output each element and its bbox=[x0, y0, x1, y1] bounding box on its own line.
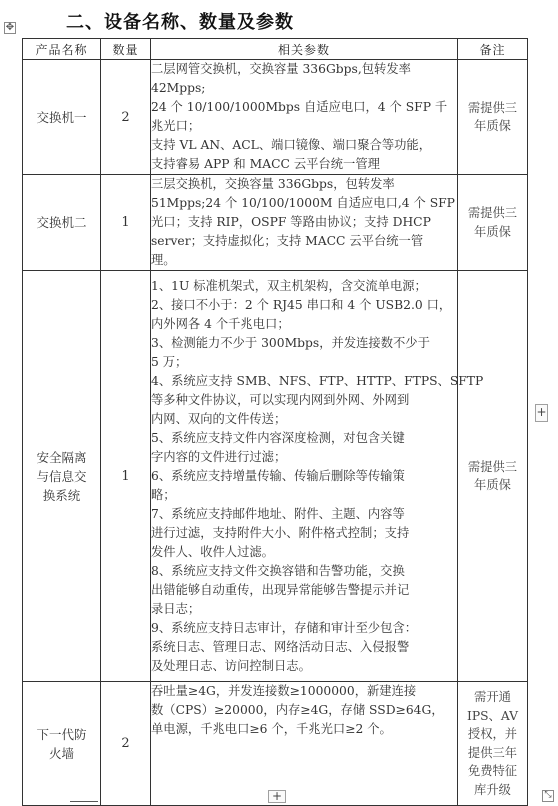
quantity-cell: 1 bbox=[101, 175, 151, 271]
quantity-cell: 1 bbox=[101, 271, 151, 682]
section-heading: 二、设备名称、数量及参数 bbox=[66, 12, 294, 33]
spec-table bbox=[22, 38, 528, 806]
header-quantity: 数量 bbox=[101, 39, 151, 60]
remarks-cell: 需开通 IPS、AV 授权，并 提供三年 免费特征 库升级 bbox=[458, 682, 528, 806]
parameters-cell: 三层交换机，交换容量 336Gbps，包转发率 51Mpps;24 个 10/100/1000M 自适应电口,4 个 SFP 光口；支持 RIP，OSPF 等路由协议；支持 DHCP server；支持虚拟化；支持 MACC 云平台统一管 理。 bbox=[151, 175, 458, 271]
table-row bbox=[23, 682, 528, 806]
parameters-cell: 1、1U 标准机架式，双主机架构，含交流单电源； 2、接口不小于：2 个 RJ45 串口和 4 个 USB2.0 口， 内外网各 4 个千兆电口； 3、检测能力不少于 300Mbps，并发连接数不少于 5 万； 4、系统应支持 SMB、NFS、FTP、HTTP、FTPS、SFTP 等多种文件协议，可以实现内网到外网、外网到 内网、双向的文件传送； 5、系统应支持文件内容深度检测，对包含关键 字内容的文件进行过滤； 6、系统应支持增量传输、传输后删除等传输策 略； 7、系统应支持邮件地址、附件、主题、内容等 进行过滤，支持附件大小、附件格式控制；支持 发件人、收件人过滤。 8、系统应支持文件交换容错和告警功能，交换 出错能够自动重传，出现异常能够告警提示并记 录日志； 9、系统应支持日志审计，存储和审计至少包含： 系统日志、管理日志、网络活动日志、入侵报警 及处理日志、访问控制日志。 bbox=[151, 271, 458, 682]
table-resize-handle[interactable]: ⤡ bbox=[542, 790, 554, 802]
remarks-cell: 需提供三 年质保 bbox=[458, 60, 528, 175]
product-name-cell: 安全隔离 与信息交 换系统 bbox=[23, 271, 101, 682]
header-parameters: 相关参数 bbox=[151, 39, 458, 60]
product-name-cell: 交换机二 bbox=[23, 175, 101, 271]
parameters-cell: 吞吐量≥4G，并发连接数≥1000000，新建连接 数（CPS）≥20000，内存≥4G，存储 SSD≥64G， 单电源，千兆电口≥6 个，千兆光口≥2 个。 bbox=[151, 682, 458, 806]
add-column-button[interactable]: + bbox=[535, 404, 548, 422]
table-row bbox=[23, 271, 528, 682]
add-row-button[interactable]: + bbox=[268, 790, 286, 803]
product-name-cell: 交换机一 bbox=[23, 60, 101, 175]
product-name-cell: 下一代防 火墙 bbox=[23, 682, 101, 806]
table-row bbox=[23, 60, 528, 175]
remarks-cell: 需提供三 年质保 bbox=[458, 175, 528, 271]
table-row bbox=[23, 175, 528, 271]
remarks-cell: 需提供三 年质保 bbox=[458, 271, 528, 682]
header-product-name: 产品名称 bbox=[23, 39, 101, 60]
table-move-handle[interactable]: ✥ bbox=[5, 22, 15, 33]
header-remarks: 备注 bbox=[458, 39, 528, 60]
quantity-cell: 2 bbox=[101, 682, 151, 806]
table-header-row bbox=[23, 39, 528, 60]
bottom-rule bbox=[70, 801, 98, 802]
parameters-cell: 二层网管交换机，交换容量 336Gbps,包转发率 42Mpps; 24 个 10/100/1000Mbps 自适应电口，4 个 SFP 千 兆光口； 支持 VL AN、ACL、端口镜像、端口聚合等功能， 支持睿易 APP 和 MACC 云平台统一管理 bbox=[151, 60, 458, 175]
quantity-cell: 2 bbox=[101, 60, 151, 175]
